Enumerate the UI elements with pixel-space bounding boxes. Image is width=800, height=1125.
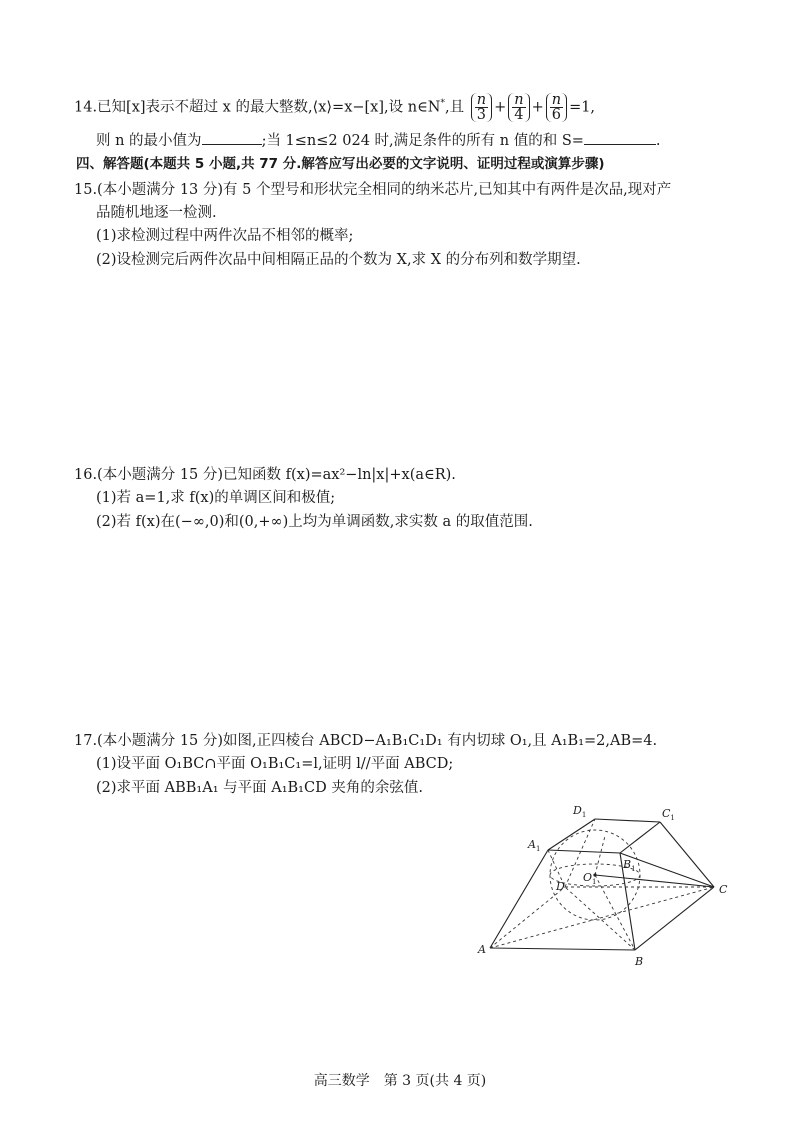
q16-part1: (1)若 a=1,求 f(x)的单调区间和极值; — [96, 490, 336, 506]
q14-text-2: ,且 — [445, 99, 465, 116]
label-D1: $D_1$ — [573, 804, 587, 819]
edge-D1A1 — [548, 819, 595, 850]
center-point — [593, 873, 596, 876]
edge-AA1 — [490, 850, 548, 948]
label-A1: $A_1$ — [528, 838, 541, 853]
edge-C1D1 — [595, 819, 660, 822]
fraction-n-6: $\frac{n}{6}$ — [546, 93, 567, 122]
q14-line1: 14.已知[x]表示不超过 x 的最大整数,⟨x⟩=x−[x],设 n∈N*,且 $\frac{n}{3}$ + $\frac{n}{4}$ + $\frac{n}{6}$ =1, — [74, 92, 596, 123]
q15-part2: (2)设检测完后两件次品中间相隔正品的个数为 X,求 X 的分布列和数学期望. — [96, 252, 581, 268]
label-D: D — [556, 880, 565, 893]
q16-line1: 16.(本小题满分 15 分)已知函数 f(x)=ax²−ln|x|+x(a∈R). — [74, 467, 456, 483]
diag-BD — [565, 887, 635, 950]
section-heading: 四、解答题(本题共 5 小题,共 77 分.解答应写出必要的文字说明、证明过程或演算步骤) — [76, 156, 605, 172]
q17-part2: (2)求平面 ABB₁A₁ 与平面 A₁B₁CD 夹角的余弦值. — [96, 780, 423, 796]
label-B: B — [635, 955, 644, 968]
fraction-n-4: $\frac{n}{4}$ — [508, 93, 529, 122]
answer-blank-2[interactable] — [584, 130, 656, 145]
label-O1: $O_1$ — [583, 871, 597, 886]
diag-AC — [490, 887, 714, 948]
label-A: A — [478, 943, 486, 956]
answer-blank-1[interactable] — [202, 130, 262, 145]
q15-line2: 品随机地逐一检测. — [96, 205, 217, 221]
q14-line2: 则 n 的最小值为 ;当 1≤n≤2 024 时,满足条件的所有 n 值的和 S= . — [96, 130, 661, 151]
axis-O1 — [595, 836, 605, 875]
q15-part1: (1)求检测过程中两件次品不相邻的概率; — [96, 228, 354, 244]
label-C1: $C_1$ — [662, 807, 675, 822]
edge-B1C1 — [620, 822, 660, 853]
fraction-n-3: $\frac{n}{3}$ — [471, 93, 492, 122]
label-C: C — [719, 883, 728, 896]
q15-line1: 15.(本小题满分 13 分)有 5 个型号和形状完全相同的纳米芯片,已知其中有两件是次品,现对产 — [74, 182, 672, 198]
page-footer: 高三数学 第 3 页(共 4 页) — [313, 1073, 487, 1089]
edge-AB — [490, 948, 635, 950]
edge-AD — [490, 887, 565, 948]
q14-text-1: 14.已知[x]表示不超过 x 的最大整数,⟨x⟩=x−[x],设 n∈N — [74, 99, 441, 116]
edge-BC — [635, 887, 714, 950]
edge-A1B1 — [548, 850, 620, 853]
q17-part1: (1)设平面 O₁BC∩平面 O₁B₁C₁=l,证明 l//平面 ABCD; — [96, 756, 454, 772]
frustum-figure — [470, 795, 740, 970]
label-B1: $B_1$ — [623, 858, 636, 873]
q17-line1: 17.(本小题满分 15 分)如图,正四棱台 ABCD−A₁B₁C₁D₁ 有内切球 O₁,且 A₁B₁=2,AB=4. — [74, 733, 658, 749]
q14-text-3: =1, — [569, 99, 596, 116]
q16-part2: (2)若 f(x)在(−∞,0)和(0,+∞)上均为单调函数,求实数 a 的取值范围. — [96, 514, 533, 530]
